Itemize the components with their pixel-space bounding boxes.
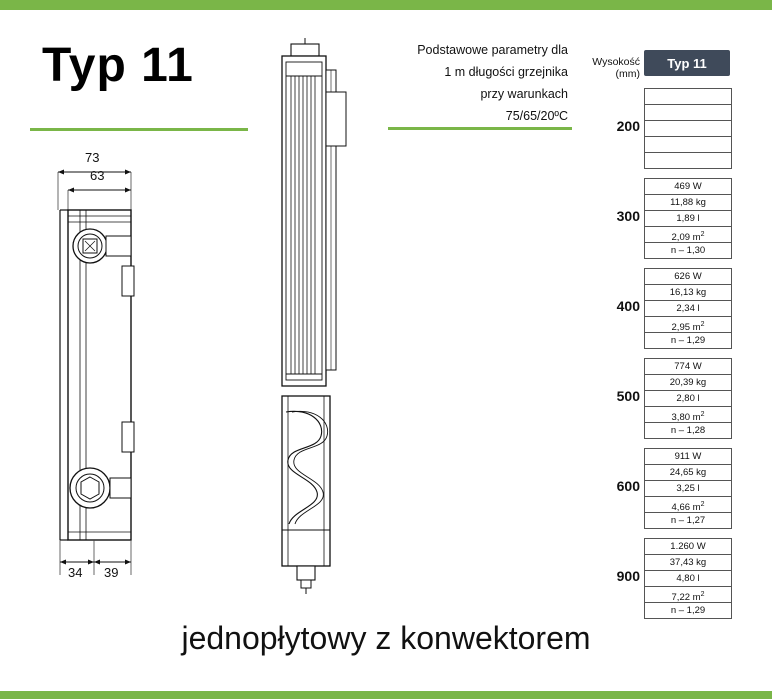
type-badge: Typ 11: [644, 50, 730, 76]
table-cell: 16,13 kg: [645, 285, 731, 301]
table-cell: 3,25 l: [645, 481, 731, 497]
table-group-rows-900: [644, 538, 732, 619]
parameters-line-4: 75/65/20ºC: [505, 108, 568, 123]
footer-caption: jednopłytowy z konwektorem: [181, 620, 591, 656]
parameters-line-3: przy warunkach: [480, 86, 568, 101]
table-group-600: [578, 448, 748, 528]
height-value-500: 500: [616, 388, 640, 404]
table-group-rows-400: [644, 268, 732, 349]
height-value-300: 300: [616, 208, 640, 224]
table-cell: 774 W: [645, 359, 731, 375]
table-cell: [645, 137, 731, 153]
height-value-900: 900: [616, 568, 640, 584]
table-cell: 626 W: [645, 269, 731, 285]
side-section-drawing: [30, 150, 230, 590]
table-cell: 20,39 kg: [645, 375, 731, 391]
height-column-header: Wysokość (mm): [592, 56, 640, 80]
table-cell: n – 1,29: [645, 333, 731, 349]
height-value-600: 600: [616, 478, 640, 494]
title-underline: [30, 128, 248, 131]
top-accent-bar: [0, 0, 772, 10]
table-cell: 2,80 l: [645, 391, 731, 407]
table-cell: n – 1,28: [645, 423, 731, 439]
table-header-row: [578, 50, 748, 78]
table-cell: 3,80 $m^2$: [645, 407, 731, 423]
table-cell: n – 1,29: [645, 603, 731, 619]
table-group-rows-300: [644, 178, 732, 259]
table-cell: [645, 121, 731, 137]
table-group-rows-200: [644, 88, 732, 169]
table-cell: 1.260 W: [645, 539, 731, 555]
table-group-500: [578, 358, 748, 438]
parameters-line-2: 1 m długości grzejnika: [444, 64, 568, 79]
table-cell: 4,80 l: [645, 571, 731, 587]
vertical-section-drawing: [255, 30, 375, 600]
parameters-note: [388, 40, 568, 128]
table-cell: 7,22 $m^2$: [645, 587, 731, 603]
table-cell: n – 1,30: [645, 243, 731, 259]
table-cell: 2,95 $m^2$: [645, 317, 731, 333]
page-title: Typ 11: [42, 39, 194, 92]
height-value-400: 400: [616, 298, 640, 314]
table-group-900: [578, 538, 748, 618]
table-group-rows-500: [644, 358, 732, 439]
height-value-200: 200: [616, 118, 640, 134]
parameters-underline: [388, 127, 572, 130]
table-cell: 37,43 kg: [645, 555, 731, 571]
table-cell: 1,89 l: [645, 211, 731, 227]
dim-63-label: 63: [90, 168, 105, 183]
table-cell: 2,09 $m^2$: [645, 227, 731, 243]
vertical-section-svg: [255, 30, 375, 600]
table-cell: 11,88 kg: [645, 195, 731, 211]
parameters-line-1: Podstawowe parametry dla: [417, 43, 568, 57]
table-cell: [645, 153, 731, 169]
dim-39-label: 39: [104, 565, 119, 580]
dim-34-label: 34: [68, 565, 83, 580]
table-cell: [645, 89, 731, 105]
table-group-300: [578, 178, 748, 258]
side-section-svg: [30, 150, 230, 590]
table-cell: n – 1,27: [645, 513, 731, 529]
table-cell: 2,34 l: [645, 301, 731, 317]
table-group-rows-600: [644, 448, 732, 529]
table-cell: 24,65 kg: [645, 465, 731, 481]
table-cell: 911 W: [645, 449, 731, 465]
table-cell: 4,66 $m^2$: [645, 497, 731, 513]
table-cell: 469 W: [645, 179, 731, 195]
bottom-accent-bar: [0, 691, 772, 699]
dim-73-label: 73: [85, 150, 100, 165]
table-cell: [645, 105, 731, 121]
specs-table: [578, 50, 748, 618]
table-group-200: [578, 88, 748, 168]
table-group-400: [578, 268, 748, 348]
